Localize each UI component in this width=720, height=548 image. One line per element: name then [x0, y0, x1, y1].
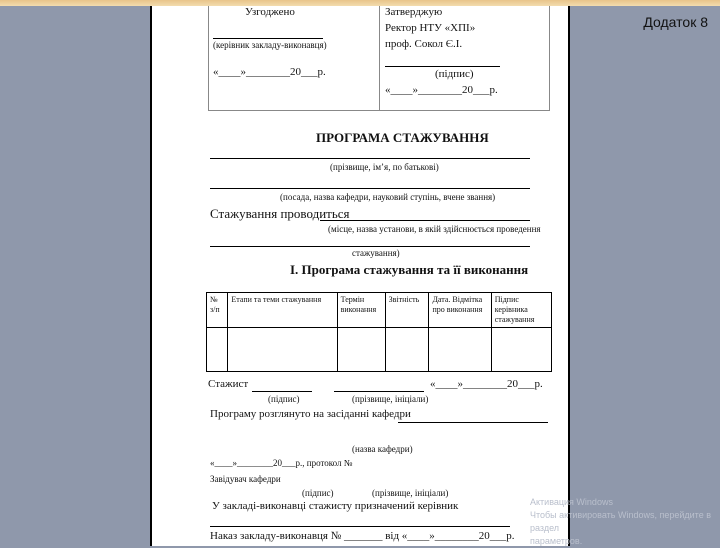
watermark-line: Чтобы активировать Windows, перейдите в раздел — [530, 510, 711, 533]
place-caption: (місце, назва установи, в якій здійснюється проведення — [328, 224, 541, 234]
table-header-row — [207, 293, 552, 328]
trainee-date: «____»________20___р. — [430, 378, 543, 390]
header-cell: Підпис керівника стажування — [491, 293, 551, 328]
approve-label: Затверджую — [385, 6, 443, 18]
position-caption: (посада, назва кафедри, науковий ступінь, вчене звання) — [280, 192, 496, 202]
signature-line — [385, 66, 500, 67]
annex-label: Додаток 8 — [643, 14, 708, 30]
place-line — [320, 220, 530, 221]
table-cell — [228, 328, 337, 372]
watermark-line: Активация Windows — [530, 497, 613, 507]
table-cell — [491, 328, 551, 372]
rector-label: Ректор НТУ «ХПІ» — [385, 22, 476, 34]
internship-caption: стажування) — [352, 248, 400, 258]
name-caption: (прізвище, ім’я, по батькові) — [330, 162, 439, 172]
prof-label: проф. Сокол Є.І. — [385, 38, 463, 50]
signature-caption: (підпис) — [435, 68, 474, 80]
head-label: Завідувач кафедри — [210, 474, 281, 484]
review-label: Програму розглянуто на засіданні кафедри — [210, 408, 411, 420]
document-page — [150, 6, 570, 546]
trainee-name-caption: (прізвище, ініціали) — [352, 394, 429, 404]
trainee-label: Стажист — [208, 378, 249, 390]
header-cell: Звітність — [385, 293, 429, 328]
header-cell: Дата. Відмітка про виконання — [429, 293, 491, 328]
conducted-label: Стажування проводиться — [210, 206, 350, 221]
head-caption: (керівник закладу-виконавця) — [213, 40, 327, 50]
dept-line — [398, 422, 548, 423]
position-line — [210, 188, 530, 189]
signature-line — [213, 38, 323, 39]
name-line — [334, 391, 424, 392]
supervisor-line — [210, 526, 510, 527]
dept-caption: (назва кафедри) — [352, 444, 413, 454]
approval-table — [208, 6, 550, 111]
header-cell: Термін виконання — [337, 293, 385, 328]
activation-watermark — [530, 496, 715, 548]
table-cell — [337, 328, 385, 372]
signature-line — [252, 391, 312, 392]
right-date: «____»________20___р. — [385, 84, 498, 96]
name-line — [210, 158, 530, 159]
protocol-line: «____»________20___р., протокол № — [210, 458, 353, 468]
table-cell — [207, 328, 228, 372]
supervisor-label: У закладі-виконавці стажисту призначений керівник — [212, 500, 459, 512]
head-signature-caption: (підпис) — [302, 488, 334, 498]
watermark-line: параметров. — [530, 536, 583, 546]
header-cell: Етапи та теми стажування — [228, 293, 337, 328]
header-cell: № з/п — [207, 293, 228, 328]
place-line-2 — [210, 246, 530, 247]
head-name-caption: (прізвище, ініціали) — [372, 488, 449, 498]
order-line: Наказ закладу-виконавця № _______ від «____»________20___р. — [210, 530, 515, 542]
program-table — [206, 292, 552, 372]
agreed-label: Узгоджено — [245, 6, 295, 18]
table-cell — [429, 328, 491, 372]
table-row — [207, 328, 552, 372]
left-date: «____»________20___р. — [213, 66, 326, 78]
section-title: І. Програма стажування та її виконання — [290, 262, 529, 277]
table-cell — [385, 328, 429, 372]
document-title: ПРОГРАМА СТАЖУВАННЯ — [316, 130, 489, 145]
trainee-signature-caption: (підпис) — [268, 394, 300, 404]
approval-divider — [379, 6, 380, 110]
